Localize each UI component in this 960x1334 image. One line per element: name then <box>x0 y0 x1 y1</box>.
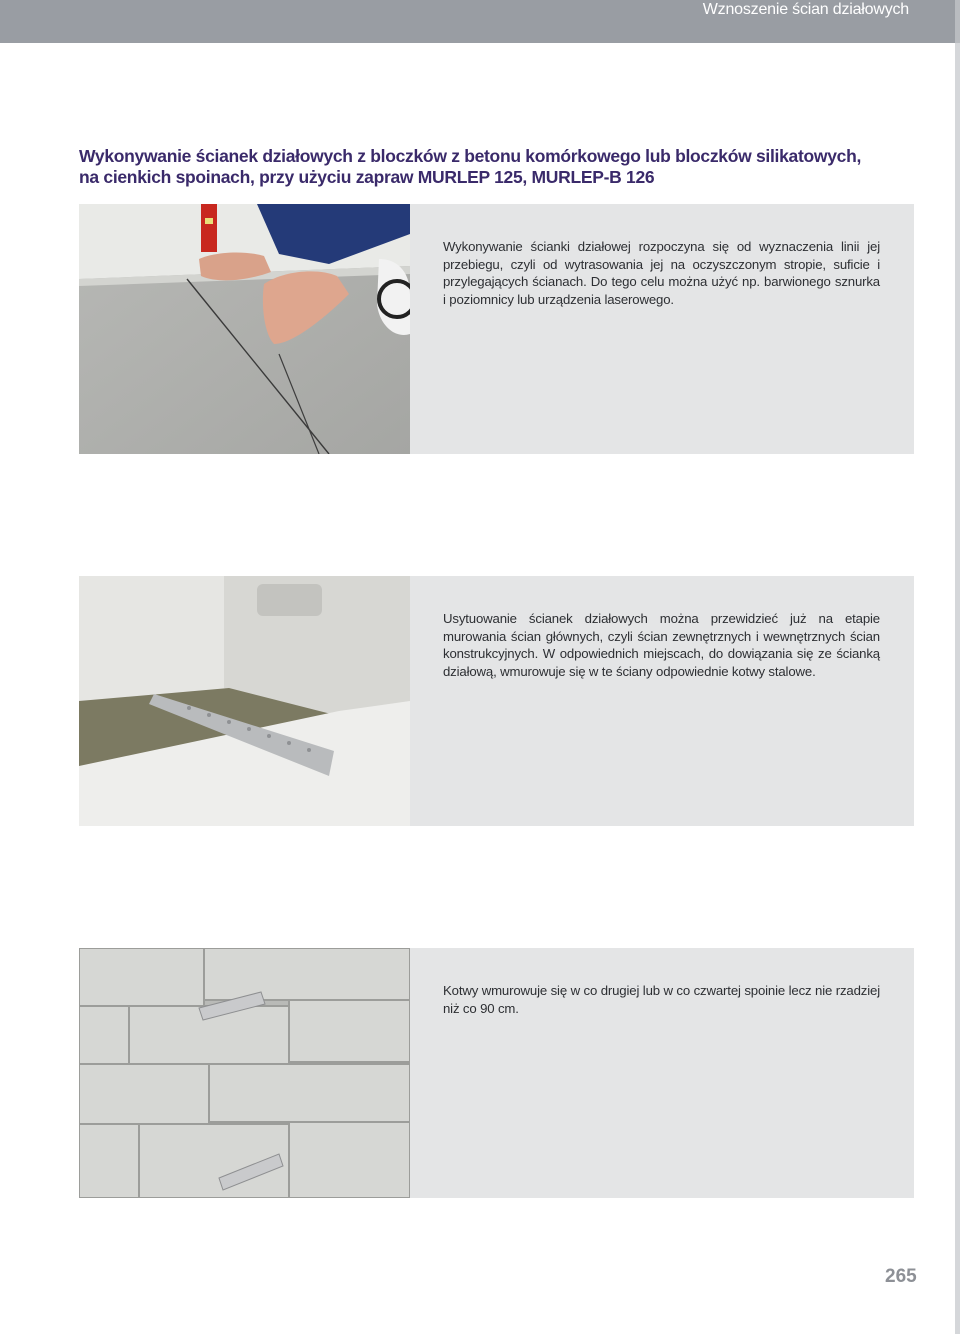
section-spacing <box>79 948 914 1198</box>
page-number: 265 <box>885 1266 917 1287</box>
steel-anchor-photo <box>79 576 410 826</box>
page-title-line-1: Wykonywanie ścianek działowych z bloczków z betonu komórkowego lub bloczków silikatowych, <box>79 146 862 166</box>
page-edge-strip-top <box>955 0 960 43</box>
page-title-line-2: na cienkich spoinach, przy użyciu zapraw MURLEP 125, MURLEP-B 126 <box>79 167 655 187</box>
section-anchors <box>79 576 914 826</box>
marking-floor-line-photo <box>79 204 410 454</box>
page-title <box>79 146 899 188</box>
section-2-text: Usytuowanie ścianek działowych można przewidzieć już na etapie murowania ścian głównych, czyli ścian zewnętrznych i wewnętrznych ścian konstrukcyjnych. W odpowiednich miejscach, do dowiązania się ze ścianką działową, wmurowuje się w te ściany odpowiednie kotwy stalowe. <box>443 611 880 679</box>
section-marking <box>79 204 914 454</box>
header-band <box>0 0 955 43</box>
chapter-title: Wznoszenie ścian działowych <box>702 1 909 18</box>
block-wall-anchors-photo <box>79 948 410 1198</box>
section-3-text: Kotwy wmurowuje się w co drugiej lub w co czwartej spoinie lecz nie rzadziej niż co 90 cm. <box>443 983 880 1016</box>
section-1-text: Wykonywanie ścianki działowej rozpoczyna się od wyznaczenia linii jej przebiegu, czyli od wytrasowania jej na oczyszczonym stropie, suficie i przylegających ścianach. Do tego celu można użyć np. barwionego sznurka i poziomnicy lub urządzenia laserowego. <box>443 239 880 307</box>
page-edge-strip <box>955 0 960 1334</box>
